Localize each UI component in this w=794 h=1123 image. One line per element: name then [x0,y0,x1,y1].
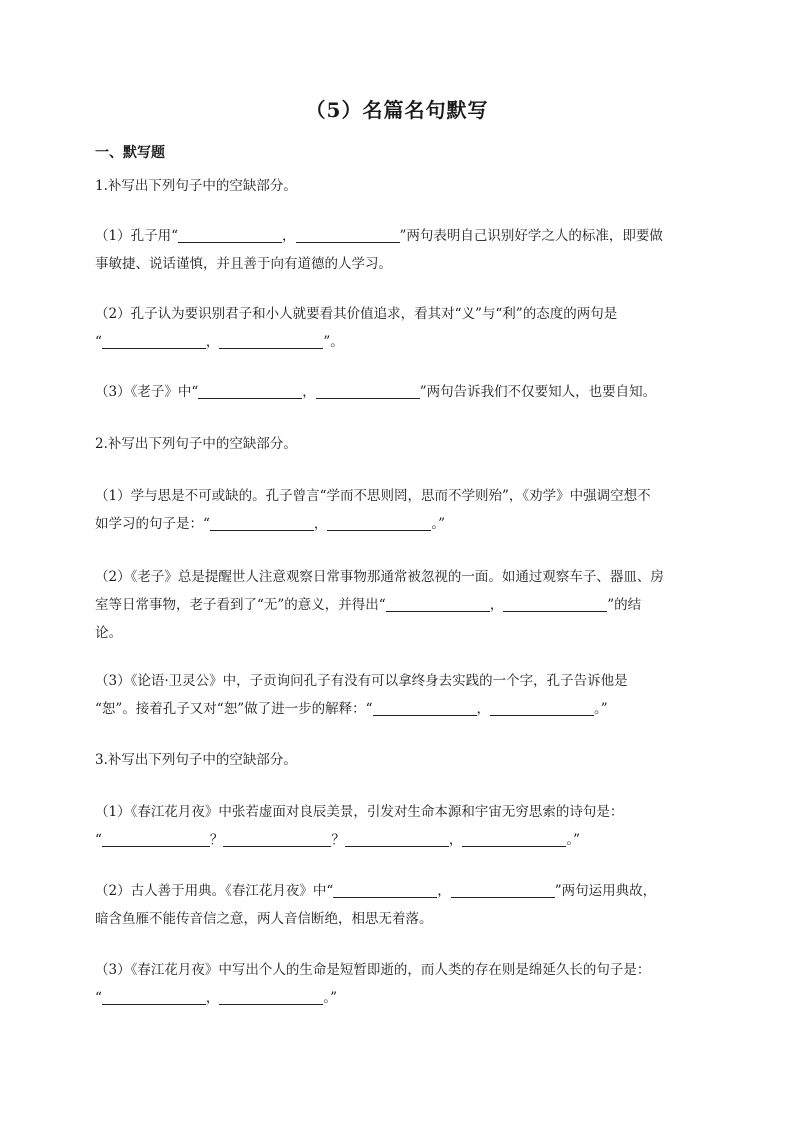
text: ？ [209,832,224,848]
question-1-item-1 [95,222,663,278]
question-3-item-2 [95,877,656,933]
text: （2）《老子》总是提醒世人注意观察日常事物那通常被忽视的一面。如通过观察车子、器皿、房 [95,569,664,585]
answer-blank[interactable] [462,830,566,847]
page-title: （5）名篇名句默写 [305,98,489,122]
question-3-item-1 [95,798,623,854]
text: 如学习的句子是：“ [95,516,210,532]
text: ， [489,597,504,613]
text: “ [95,334,102,350]
text: “ [95,832,102,848]
question-3-prompt: 3.补写出下列句子中的空缺部分。 [95,752,297,768]
answer-blank[interactable] [316,382,420,399]
answer-blank[interactable] [102,830,210,847]
question-2-item-3 [95,667,628,723]
answer-blank[interactable] [373,699,477,716]
answer-blank[interactable] [102,332,206,349]
text: （3）《春江花月夜》中写出个人的生命是短暂即逝的，而人类的存在则是绵延久长的句子是： [95,962,651,978]
text: ， [205,990,220,1006]
question-1-prompt: 1.补写出下列句子中的空缺部分。 [95,178,297,194]
answer-blank[interactable] [503,595,607,612]
question-1-item-2 [95,300,617,356]
text: ”两句告诉我们不仅要知人，也要自知。 [419,384,657,400]
text: ”的结 [607,597,642,613]
answer-blank[interactable] [345,830,449,847]
text: 。” [323,990,338,1006]
text: “恕”。接着孔子又对“恕”做了进一步的解释：“ [95,701,373,717]
text: （3）《老子》中“ [95,384,199,400]
question-2-item-1 [95,482,651,538]
text: （1）孔子用“ [95,228,178,244]
text: 。” [431,516,446,532]
answer-blank[interactable] [198,382,302,399]
text: 。” [566,832,581,848]
text: 事敏捷、说话谨慎，并且善于向有道德的人学习。 [95,256,392,272]
text: 论。 [95,625,122,641]
text: ， [448,832,463,848]
answer-blank[interactable] [490,699,594,716]
answer-blank[interactable] [327,514,431,531]
text: （2）古人善于用典。《春江花月夜》中“ [95,883,334,899]
answer-blank[interactable] [178,226,282,243]
text: ？ [331,832,345,848]
text: （3）《论语·卫灵公》中，子贡询问孔子有没有可以拿终身去实践的一个字，孔子告诉他是 [95,673,628,689]
answer-blank[interactable] [102,988,206,1005]
text: （2）孔子认为要识别君子和小人就要看其价值追求，看其对“义”与“利”的态度的两句是 [95,306,618,322]
question-2-item-2 [95,563,664,647]
answer-blank[interactable] [296,226,400,243]
answer-blank[interactable] [210,514,314,531]
text: ， [313,516,328,532]
text: ， [437,883,451,899]
section-heading: 一、默写题 [95,145,165,161]
answer-blank[interactable] [219,988,323,1005]
text: ， [476,701,491,717]
text: 暗含鱼雁不能传音信之意，两人音信断绝，相思无着落。 [95,911,433,927]
text: ”两句运用典故， [554,883,657,899]
answer-blank[interactable] [223,830,331,847]
question-1-item-3 [95,378,656,406]
question-2-prompt: 2.补写出下列句子中的空缺部分。 [95,436,297,452]
text: （1）《春江花月夜》中张若虚面对良辰美景，引发对生命本源和宇宙无穷思索的诗句是： [95,804,624,820]
answer-blank[interactable] [451,881,555,898]
text: “ [95,990,102,1006]
text: 。” [594,701,608,717]
answer-blank[interactable] [219,332,323,349]
text: 室等日常事物，老子看到了“无”的意义，并得出“ [95,597,386,613]
answer-blank[interactable] [386,595,490,612]
text: ， [302,384,316,400]
text: ”两句表明自己识别好学之人的标准，即要做 [399,228,663,244]
question-3-item-3 [95,956,650,1012]
text: ， [282,228,296,244]
text: （1）学与思是不可或缺的。孔子曾言“学而不思则罔，思而不学则殆”，《劝学》中强调空想不 [95,488,651,504]
answer-blank[interactable] [333,881,437,898]
text: ， [205,334,220,350]
text: ”。 [323,334,344,350]
